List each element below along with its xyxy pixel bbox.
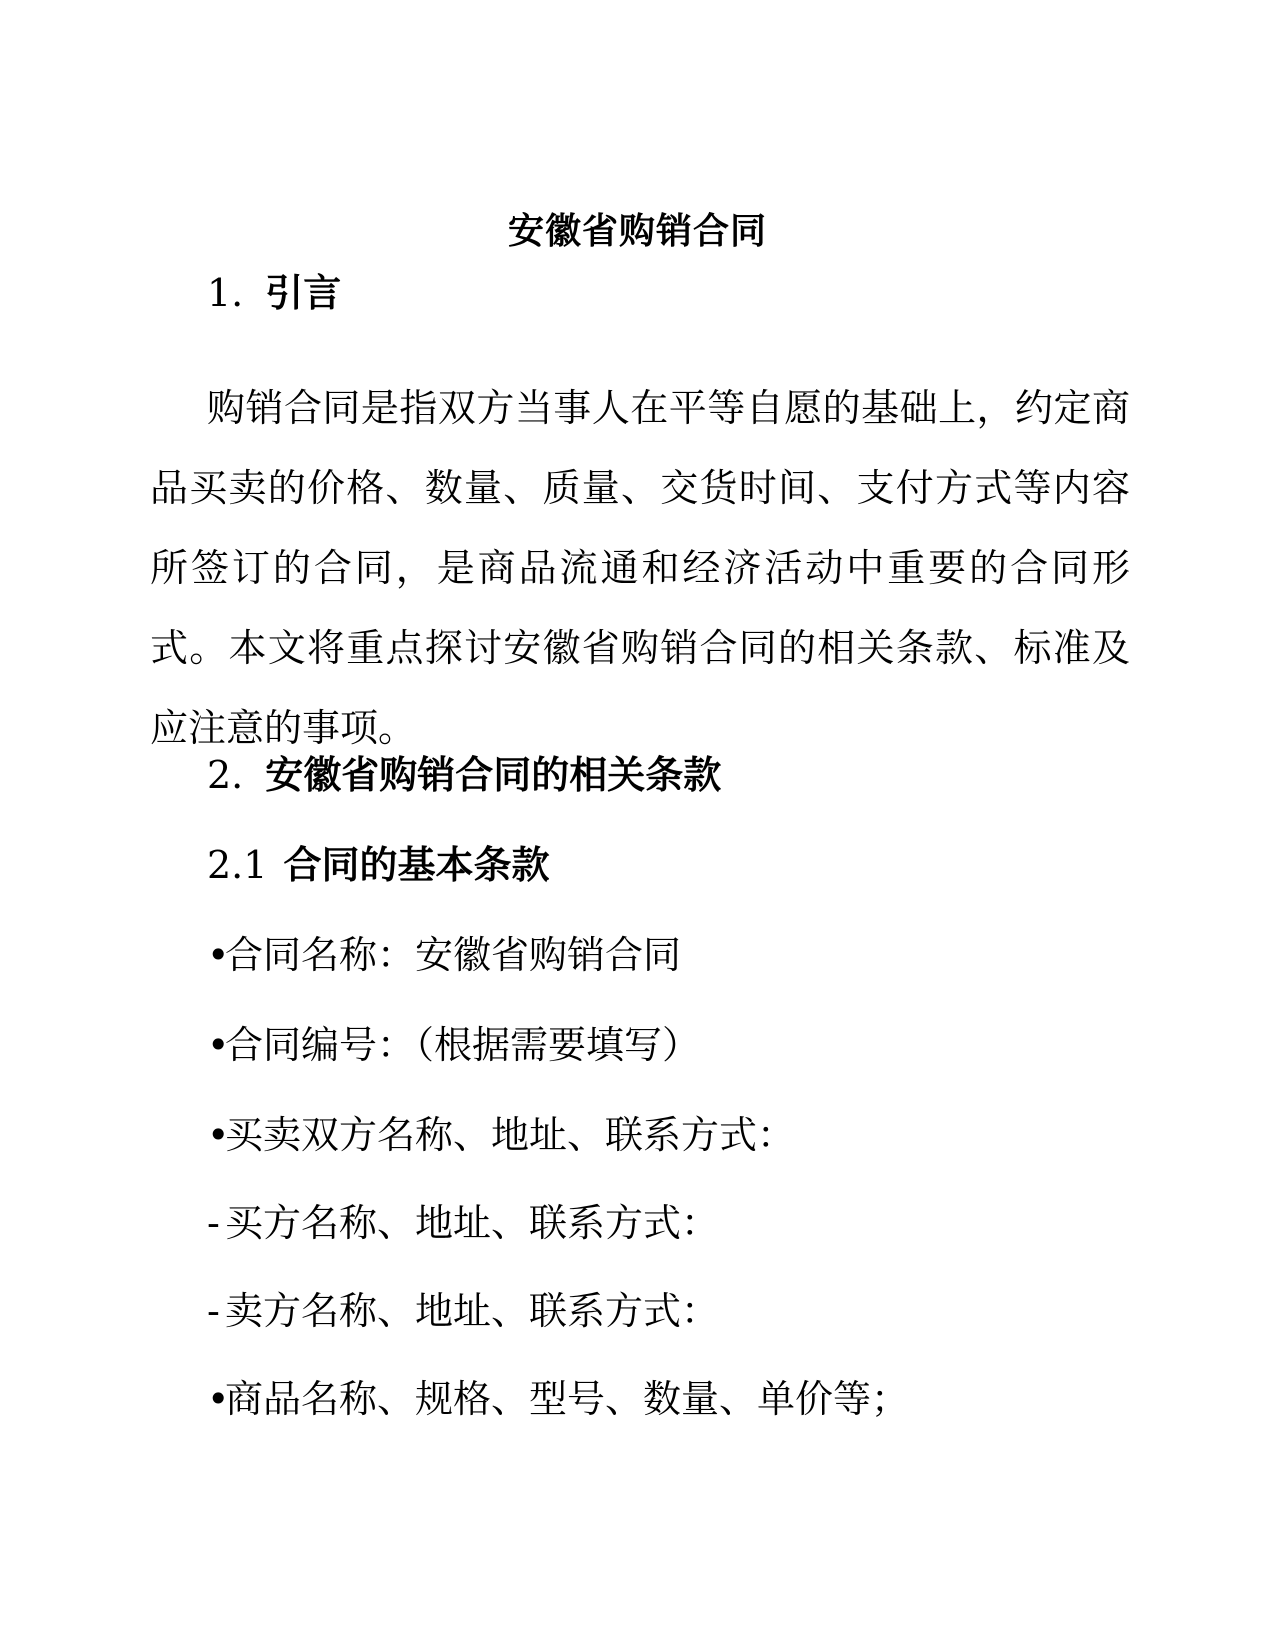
subsection-2-1-title: 合同的基本条款 — [283, 842, 550, 887]
section-1-heading — [207, 268, 341, 318]
bullet-marker: • — [207, 1113, 230, 1157]
list-item — [207, 1020, 700, 1070]
list-item — [207, 1286, 719, 1336]
bullet-marker: • — [207, 1377, 230, 1421]
bullet-marker: • — [207, 933, 230, 977]
dash-marker: - — [207, 1289, 220, 1333]
list-item — [207, 1198, 719, 1248]
document-title: 安徽省购销合同 — [507, 210, 767, 252]
list-item-text: 买卖双方名称、地址、联系方式： — [225, 1113, 796, 1157]
subsection-2-1-number: 2.1 — [207, 843, 268, 887]
section-2-heading — [207, 750, 721, 800]
section-1-number: 1. — [207, 271, 244, 315]
list-item-text: 合同编号：（根据需要填写） — [225, 1023, 701, 1067]
list-item — [207, 1374, 909, 1424]
list-item — [207, 1110, 795, 1160]
list-item — [207, 930, 681, 980]
list-item-text: 卖方名称、地址、联系方式： — [225, 1289, 720, 1333]
section-2-title: 安徽省购销合同的相关条款 — [265, 752, 722, 797]
intro-paragraph: 购销合同是指双方当事人在平等自愿的基础上，约定商品买卖的价格、数量、质量、交货时间、支付方式等内容所签订的合同，是商品流通和经济活动中重要的合同形式。本文将重点探讨安徽省购销合同的相关条款、标准及应注意的事项。 — [150, 386, 1130, 750]
list-item-text: 合同名称：安徽省购销合同 — [225, 933, 682, 977]
list-item-text: 商品名称、规格、型号、数量、单价等； — [225, 1377, 910, 1421]
section-1-title: 引言 — [265, 270, 342, 315]
bullet-marker: • — [207, 1023, 230, 1067]
dash-marker: - — [207, 1201, 220, 1245]
list-item-text: 买方名称、地址、联系方式： — [225, 1201, 720, 1245]
section-2-number: 2. — [207, 753, 244, 797]
subsection-2-1-heading — [207, 840, 549, 890]
